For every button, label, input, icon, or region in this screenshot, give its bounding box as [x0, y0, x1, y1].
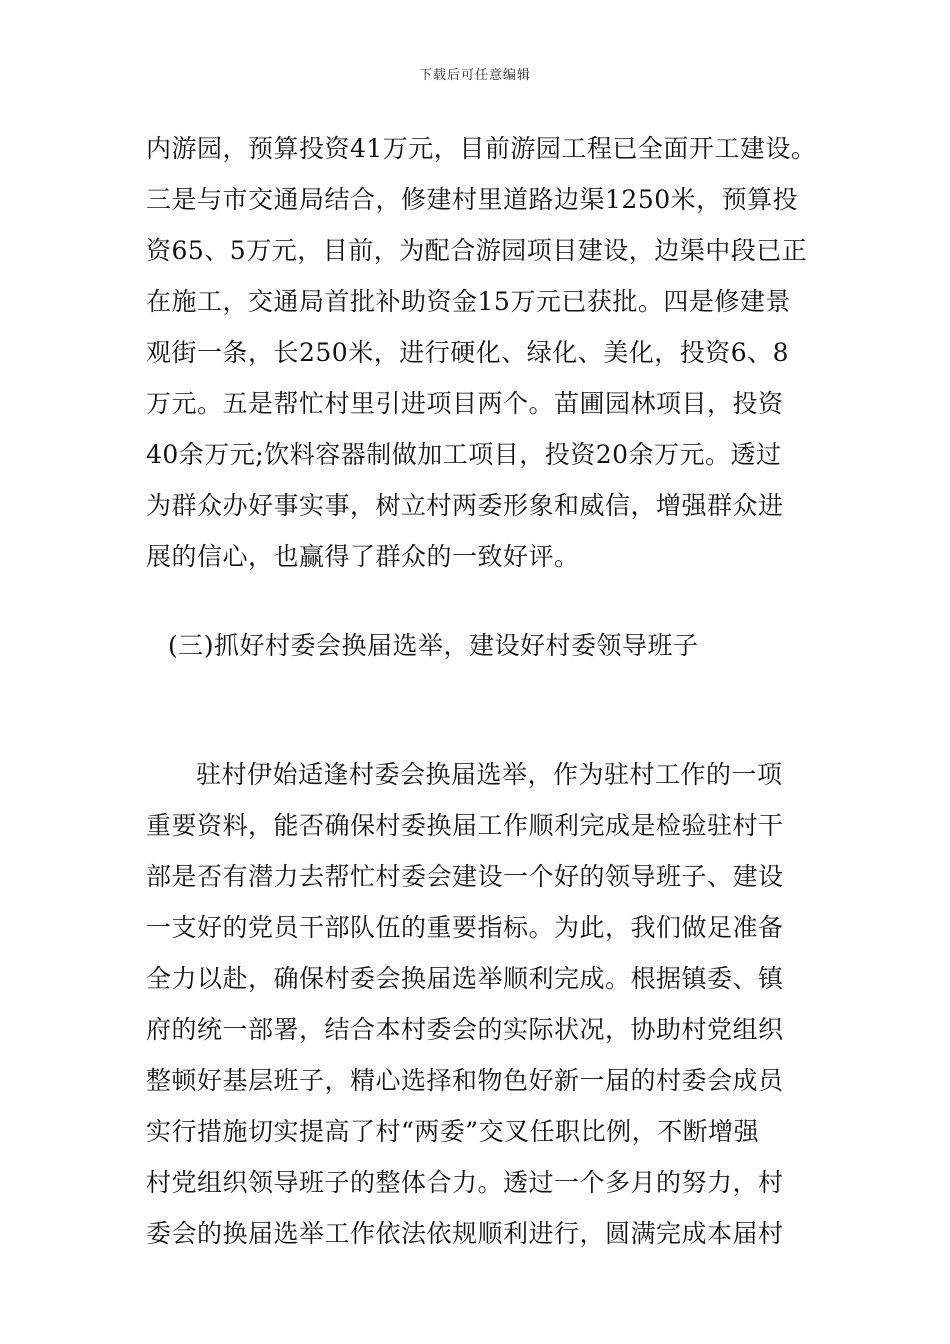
text-line: 村党组织领导班子的整体合力。透过一个多月的努力，村 [146, 1168, 784, 1197]
section-heading: (三)抓好村委会换届选举，建设好村委领导班子 [168, 631, 699, 660]
text-line: 一支好的党员干部队伍的重要指标。为此，我们做足准备 [146, 913, 784, 942]
text-line: 40余万元;饮料容器制做加工项目，投资20余万元。透过 [146, 440, 782, 469]
text-line: 府的统一部署，结合本村委会的实际状况，协助村党组织 [146, 1015, 784, 1044]
text-line: 全力以赴，确保村委会换届选举顺利完成。根据镇委、镇 [146, 964, 784, 993]
text-line: 在施工，交通局首批补助资金15万元已获批。四是修建景 [146, 287, 791, 316]
text-line: 三是与市交通局结合，修建村里道路边渠1250米，预算投 [146, 185, 799, 214]
text-line: 资65、5万元，目前，为配合游园项目建设，边渠中段已正 [146, 236, 808, 265]
text-line: 部是否有潜力去帮忙村委会建设一个好的领导班子、建设 [146, 862, 784, 891]
text-line: 观街一条，长250米，进行硬化、绿化、美化，投资6、8 [146, 338, 790, 367]
text-line: 为群众办好事实事，树立村两委形象和威信，增强群众进 [146, 491, 784, 520]
text-line: 整顿好基层班子，精心选择和物色好新一届的村委会成员 [146, 1066, 784, 1095]
text-line: 万元。五是帮忙村里引进项目两个。苗圃园林项目，投资 [146, 389, 784, 418]
page-header: 下载后可任意编辑 [418, 68, 531, 83]
text-line: 展的信心，也赢得了群众的一致好评。 [146, 542, 580, 571]
text-line: 实行措施切实提高了村“两委”交叉任职比例，不断增强 [146, 1117, 760, 1146]
text-line: 委会的换届选举工作依法依规顺利进行，圆满完成本届村 [146, 1219, 784, 1248]
text-line: 重要资料，能否确保村委换届工作顺利完成是检验驻村干 [146, 811, 784, 840]
text-line: 内游园，预算投资41万元，目前游园工程已全面开工建设。 [146, 134, 817, 163]
text-line: 驻村伊始适逢村委会换届选举，作为驻村工作的一项 [196, 760, 783, 789]
